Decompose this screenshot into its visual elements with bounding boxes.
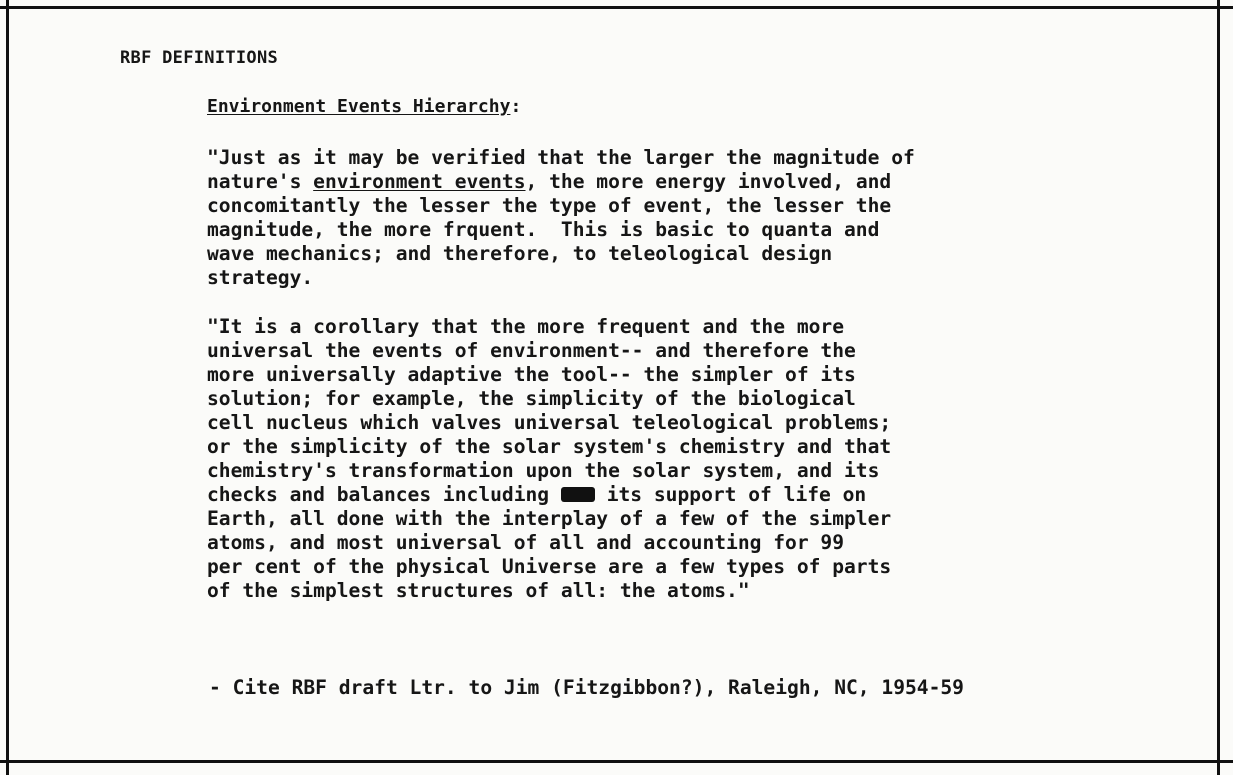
card-right-border [1217,0,1220,775]
paragraph-line: cell nucleus which valves universal teleological problems; [207,411,892,434]
paragraph-line [207,483,891,507]
paragraph-line: strategy. [207,266,314,289]
paragraph-line: of the simplest structures of all: the atoms." [207,579,750,602]
paragraph-line: Earth, all done with the interplay of a few of the simpler [207,507,892,530]
section-title [207,96,521,117]
paragraph-line: per cent of the physical Universe are a few types of parts [207,555,892,578]
section-title-text: Environment Events Hierarchy [207,96,511,117]
underlined-phrase: environment events [313,170,526,193]
paragraph-line: solution; for example, the simplicity of the biological [207,387,856,410]
citation-line: - Cite RBF draft Ltr. to Jim (Fitzgibbon?), Raleigh, NC, 1954-59 [209,676,964,699]
quote-paragraph-2 [207,315,891,603]
card-bottom-border [0,760,1233,763]
section-title-colon: : [510,96,522,117]
paragraph-line: concomitantly the lesser the type of event, the lesser the [207,194,892,217]
paragraph-line: atoms, and most universal of all and accounting for 99 [207,531,845,554]
document-heading: RBF DEFINITIONS [120,48,279,68]
quote-paragraph-1 [207,146,915,290]
line-text: , the more energy involved, and [525,170,892,193]
line-text: its support of life on [594,483,867,506]
line-text: nature's [207,170,314,193]
paragraph-line: more universally adaptive the tool-- the simpler of its [207,363,856,386]
line-text: checks and balances including [207,483,561,506]
card-left-border [6,0,9,775]
redaction-mark [561,487,595,502]
paragraph-line: magnitude, the more frquent. This is basic to quanta and [207,218,880,241]
paragraph-line: universal the events of environment-- and therefore the [207,339,856,362]
paragraph-line: or the simplicity of the solar system's chemistry and that [207,435,892,458]
paragraph-line: wave mechanics; and therefore, to teleological design [207,242,833,265]
paragraph-line: "Just as it may be verified that the larger the magnitude of [207,146,915,169]
paragraph-line: "It is a corollary that the more frequent and the more [207,315,845,338]
paragraph-line: chemistry's transformation upon the solar system, and its [207,459,880,482]
card-top-border [0,6,1233,9]
paragraph-line [207,170,915,194]
